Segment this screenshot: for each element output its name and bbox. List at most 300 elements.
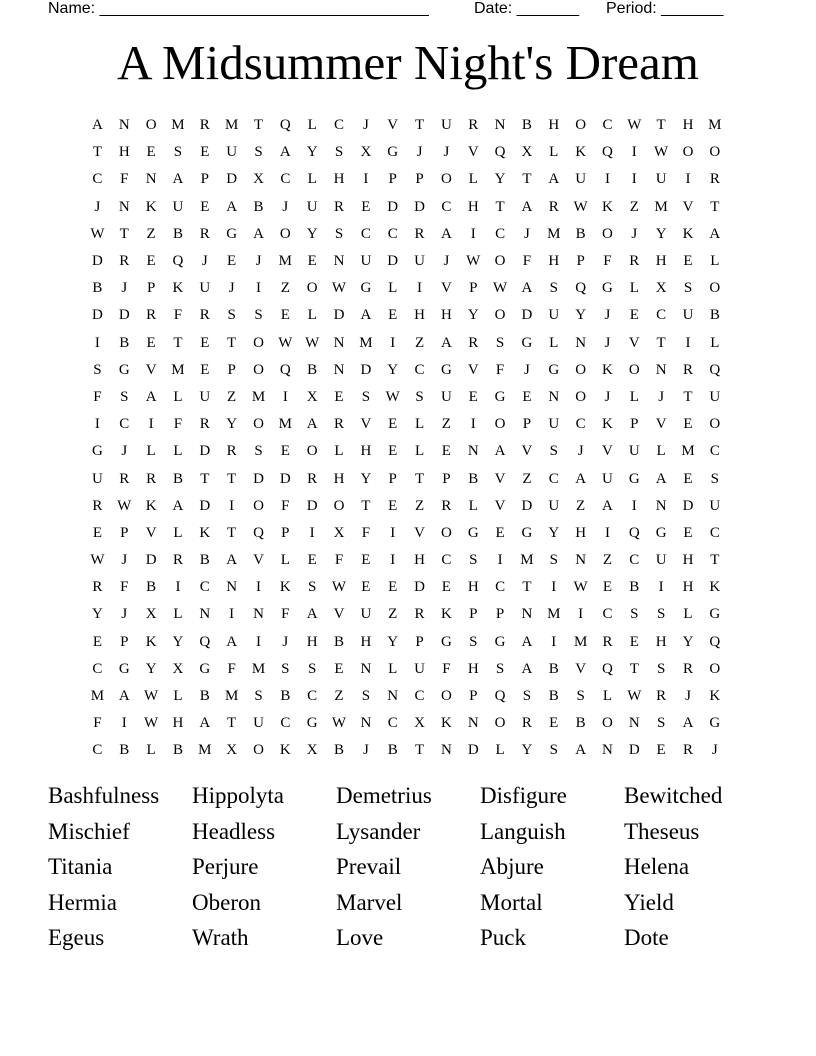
grid-letter[interactable]: D (279, 470, 291, 487)
grid-letter[interactable]: I (229, 497, 235, 514)
grid-letter[interactable]: P (120, 524, 129, 541)
grid-letter[interactable]: C (656, 307, 667, 324)
grid-letter[interactable]: B (172, 225, 183, 242)
grid-letter[interactable]: E (146, 334, 156, 351)
grid-letter[interactable]: D (387, 198, 399, 215)
grid-letter[interactable]: L (414, 443, 425, 460)
grid-letter[interactable]: C (92, 171, 103, 188)
grid-letter[interactable]: E (200, 198, 210, 215)
grid-letter[interactable]: A (172, 171, 184, 188)
grid-letter[interactable]: M (171, 117, 185, 134)
grid-letter[interactable]: E (361, 579, 371, 596)
grid-letter[interactable]: S (281, 660, 290, 677)
grid-letter[interactable]: E (92, 633, 102, 650)
grid-letter[interactable]: U (199, 388, 211, 405)
grid-letter[interactable]: U (253, 715, 264, 732)
grid-letter[interactable]: X (360, 144, 372, 161)
grid-letter[interactable]: B (334, 742, 345, 759)
grid-letter[interactable]: C (280, 171, 291, 188)
grid-letter[interactable]: S (522, 688, 532, 705)
grid-letter[interactable]: U (306, 198, 318, 215)
grid-letter[interactable]: C (709, 524, 720, 541)
grid-letter[interactable]: C (360, 225, 371, 242)
grid-letter[interactable]: E (629, 307, 639, 324)
grid-letter[interactable]: U (440, 388, 452, 405)
grid-letter[interactable]: L (173, 443, 183, 460)
grid-letter[interactable]: N (333, 334, 345, 351)
grid-letter[interactable]: T (629, 660, 639, 677)
grid-letter[interactable]: C (307, 688, 318, 705)
grid-letter[interactable]: Z (280, 280, 290, 297)
grid-letter[interactable]: E (683, 524, 693, 541)
grid-letter[interactable]: J (255, 253, 262, 270)
grid-letter[interactable]: M (251, 388, 266, 405)
grid-letter[interactable]: L (629, 280, 639, 297)
grid-letter[interactable]: N (360, 715, 372, 732)
grid-letter[interactable]: E (280, 307, 290, 324)
grid-letter[interactable]: I (148, 416, 154, 433)
grid-letter[interactable]: N (253, 606, 264, 623)
grid-letter[interactable]: N (118, 117, 130, 134)
grid-letter[interactable]: B (521, 117, 532, 134)
grid-letter[interactable]: S (549, 742, 558, 759)
grid-letter[interactable]: X (253, 171, 264, 188)
grid-letter[interactable]: D (92, 307, 103, 324)
grid-letter[interactable]: H (118, 144, 130, 161)
grid-letter[interactable]: U (548, 307, 560, 324)
grid-letter[interactable]: E (334, 388, 344, 405)
grid-letter[interactable]: B (575, 715, 586, 732)
grid-letter[interactable]: A (306, 606, 318, 623)
grid-letter[interactable]: C (414, 361, 425, 378)
grid-letter[interactable]: W (144, 715, 159, 732)
grid-letter[interactable]: I (255, 579, 261, 596)
grid-letter[interactable]: N (226, 579, 238, 596)
grid-letter[interactable]: Y (360, 470, 372, 487)
grid-letter[interactable]: U (655, 552, 667, 569)
grid-letter[interactable]: K (279, 742, 291, 759)
grid-letter[interactable]: I (390, 552, 396, 569)
grid-letter[interactable]: G (440, 361, 452, 378)
grid-letter[interactable]: S (93, 361, 102, 378)
grid-letter[interactable]: D (521, 497, 533, 514)
grid-letter[interactable]: I (631, 171, 637, 188)
grid-letter[interactable]: T (92, 144, 102, 161)
grid-letter[interactable]: Q (279, 361, 291, 378)
grid-letter[interactable]: A (360, 307, 372, 324)
grid-letter[interactable]: R (682, 742, 693, 759)
grid-letter[interactable]: A (521, 633, 533, 650)
grid-letter[interactable]: B (468, 470, 479, 487)
grid-letter[interactable]: A (226, 633, 238, 650)
grid-letter[interactable]: G (548, 361, 560, 378)
grid-letter[interactable]: C (495, 225, 506, 242)
grid-letter[interactable]: S (254, 443, 263, 460)
grid-letter[interactable]: N (655, 361, 667, 378)
grid-letter[interactable]: H (360, 633, 372, 650)
grid-letter[interactable]: S (630, 606, 639, 623)
grid-letter[interactable]: H (548, 253, 560, 270)
grid-letter[interactable]: L (307, 117, 317, 134)
grid-letter[interactable]: P (388, 470, 397, 487)
grid-letter[interactable]: U (172, 198, 184, 215)
grid-letter[interactable]: X (414, 715, 425, 732)
grid-letter[interactable]: S (334, 225, 344, 242)
grid-letter[interactable]: B (119, 742, 130, 759)
grid-letter[interactable]: J (121, 280, 128, 297)
grid-letter[interactable]: E (522, 388, 532, 405)
grid-letter[interactable]: H (575, 524, 587, 541)
grid-letter[interactable]: B (280, 688, 291, 705)
grid-letter[interactable]: F (495, 361, 505, 378)
grid-letter[interactable]: F (281, 497, 290, 514)
grid-letter[interactable]: R (226, 443, 237, 460)
grid-letter[interactable]: S (576, 688, 585, 705)
grid-letter[interactable]: V (440, 280, 452, 297)
grid-letter[interactable]: C (387, 715, 398, 732)
grid-letter[interactable]: E (441, 443, 451, 460)
grid-letter[interactable]: S (656, 715, 666, 732)
grid-letter[interactable]: G (199, 660, 211, 677)
grid-letter[interactable]: E (307, 253, 317, 270)
grid-letter[interactable]: I (470, 225, 476, 242)
grid-letter[interactable]: N (602, 742, 613, 759)
grid-letter[interactable]: L (629, 388, 639, 405)
grid-letter[interactable]: H (548, 117, 560, 134)
grid-letter[interactable]: D (118, 307, 130, 324)
grid-letter[interactable]: C (575, 416, 586, 433)
grid-letter[interactable]: B (629, 579, 640, 596)
grid-letter[interactable]: Q (709, 361, 721, 378)
grid-letter[interactable]: F (522, 253, 532, 270)
grid-letter[interactable]: S (656, 660, 666, 677)
grid-letter[interactable]: U (575, 171, 587, 188)
grid-letter[interactable]: P (495, 606, 505, 623)
grid-letter[interactable]: L (495, 742, 505, 759)
name-field[interactable]: Name: _____________________________________ (48, 0, 429, 17)
grid-letter[interactable]: R (709, 171, 720, 188)
grid-letter[interactable]: B (307, 361, 318, 378)
grid-letter[interactable]: F (603, 253, 612, 270)
grid-letter[interactable]: R (414, 225, 425, 242)
grid-letter[interactable]: D (467, 742, 479, 759)
grid-letter[interactable]: P (469, 606, 478, 623)
grid-letter[interactable]: I (604, 171, 610, 188)
grid-letter[interactable]: I (658, 579, 664, 596)
grid-letter[interactable]: M (547, 606, 561, 623)
grid-letter[interactable]: U (655, 171, 667, 188)
grid-letter[interactable]: E (388, 497, 398, 514)
grid-letter[interactable]: I (685, 171, 691, 188)
grid-letter[interactable]: H (414, 307, 425, 324)
grid-letter[interactable]: M (224, 117, 239, 134)
grid-letter[interactable]: M (90, 688, 105, 705)
grid-letter[interactable]: W (144, 688, 159, 705)
grid-letter[interactable]: Q (575, 280, 587, 297)
grid-letter[interactable]: F (173, 416, 183, 433)
grid-letter[interactable]: H (172, 715, 184, 732)
grid-letter[interactable]: O (575, 388, 587, 405)
grid-letter[interactable]: H (333, 171, 345, 188)
grid-letter[interactable]: O (253, 416, 264, 433)
grid-letter[interactable]: E (441, 579, 451, 596)
grid-letter[interactable]: Y (306, 144, 318, 161)
grid-letter[interactable]: T (227, 334, 237, 351)
grid-letter[interactable]: M (547, 225, 561, 242)
grid-letter[interactable]: E (683, 253, 693, 270)
grid-letter[interactable]: T (414, 470, 425, 487)
grid-letter[interactable]: J (685, 688, 691, 705)
grid-letter[interactable]: M (171, 361, 185, 378)
grid-letter[interactable]: J (362, 117, 369, 134)
grid-letter[interactable]: G (467, 524, 479, 541)
grid-letter[interactable]: P (576, 253, 585, 270)
grid-letter[interactable]: W (331, 579, 347, 596)
grid-letter[interactable]: F (227, 660, 236, 677)
grid-letter[interactable]: W (90, 552, 105, 569)
grid-letter[interactable]: V (682, 198, 694, 215)
grid-letter[interactable]: F (173, 307, 183, 324)
grid-letter[interactable]: O (709, 660, 721, 677)
grid-letter[interactable]: F (93, 388, 102, 405)
grid-letter[interactable]: J (604, 307, 611, 324)
grid-letter[interactable]: O (306, 280, 318, 297)
grid-letter[interactable]: N (628, 715, 640, 732)
grid-letter[interactable]: S (173, 144, 183, 161)
grid-letter[interactable]: N (467, 715, 479, 732)
grid-letter[interactable]: I (229, 606, 235, 623)
grid-letter[interactable]: S (549, 552, 558, 569)
grid-letter[interactable]: G (440, 633, 452, 650)
grid-letter[interactable]: C (414, 688, 425, 705)
grid-letter[interactable]: G (118, 361, 130, 378)
grid-letter[interactable]: B (146, 579, 157, 596)
grid-letter[interactable]: K (602, 361, 613, 378)
grid-letter[interactable]: Y (387, 633, 399, 650)
grid-letter[interactable]: G (655, 524, 667, 541)
grid-letter[interactable]: B (387, 742, 398, 759)
grid-letter[interactable]: C (119, 416, 130, 433)
grid-letter[interactable]: R (92, 497, 103, 514)
grid-letter[interactable]: Y (145, 660, 157, 677)
grid-letter[interactable]: Y (387, 361, 399, 378)
grid-letter[interactable]: T (227, 470, 237, 487)
grid-letter[interactable]: U (226, 144, 238, 161)
grid-letter[interactable]: O (575, 361, 587, 378)
grid-letter[interactable]: S (254, 307, 263, 324)
grid-letter[interactable]: U (440, 117, 452, 134)
grid-letter[interactable]: J (524, 225, 530, 242)
grid-letter[interactable]: C (495, 579, 506, 596)
grid-letter[interactable]: Z (522, 470, 532, 487)
grid-letter[interactable]: V (628, 334, 640, 351)
grid-letter[interactable]: D (145, 552, 157, 569)
grid-letter[interactable]: T (522, 171, 532, 188)
grid-letter[interactable]: E (200, 361, 210, 378)
grid-letter[interactable]: A (575, 470, 587, 487)
grid-letter[interactable]: D (199, 443, 211, 460)
grid-letter[interactable]: V (655, 416, 667, 433)
grid-letter[interactable]: R (334, 198, 345, 215)
grid-letter[interactable]: Z (441, 416, 451, 433)
grid-letter[interactable]: B (92, 280, 103, 297)
grid-letter[interactable]: J (121, 552, 128, 569)
grid-letter[interactable]: O (602, 225, 613, 242)
grid-letter[interactable]: L (146, 742, 156, 759)
grid-letter[interactable]: R (92, 579, 103, 596)
grid-letter[interactable]: H (655, 253, 667, 270)
grid-letter[interactable]: B (172, 742, 183, 759)
grid-letter[interactable]: T (710, 198, 720, 215)
grid-letter[interactable]: R (629, 253, 640, 270)
grid-letter[interactable]: R (468, 117, 479, 134)
grid-letter[interactable]: R (468, 334, 479, 351)
grid-letter[interactable]: T (683, 388, 693, 405)
grid-letter[interactable]: O (494, 253, 506, 270)
date-field[interactable]: Date: _______ (474, 0, 579, 17)
grid-letter[interactable]: P (281, 524, 290, 541)
grid-letter[interactable]: S (469, 633, 478, 650)
grid-letter[interactable]: C (280, 715, 291, 732)
grid-letter[interactable]: V (467, 361, 479, 378)
grid-letter[interactable]: D (306, 497, 318, 514)
grid-letter[interactable]: I (470, 416, 476, 433)
grid-letter[interactable]: Y (682, 633, 694, 650)
grid-letter[interactable]: M (359, 334, 373, 351)
grid-letter[interactable]: A (306, 416, 318, 433)
grid-letter[interactable]: W (278, 334, 293, 351)
grid-letter[interactable]: M (198, 742, 212, 759)
grid-letter[interactable]: B (199, 552, 210, 569)
grid-letter[interactable]: N (467, 443, 479, 460)
grid-letter[interactable]: L (414, 416, 425, 433)
grid-letter[interactable]: J (604, 388, 611, 405)
grid-letter[interactable]: A (602, 497, 613, 514)
grid-letter[interactable]: C (602, 606, 613, 623)
grid-letter[interactable]: G (387, 144, 399, 161)
grid-letter[interactable]: I (363, 171, 369, 188)
grid-letter[interactable]: G (521, 334, 533, 351)
grid-letter[interactable]: V (145, 361, 157, 378)
grid-letter[interactable]: S (120, 388, 129, 405)
grid-letter[interactable]: N (575, 334, 587, 351)
grid-letter[interactable]: G (226, 225, 238, 242)
grid-letter[interactable]: U (548, 416, 560, 433)
grid-letter[interactable]: V (253, 552, 264, 569)
grid-letter[interactable]: U (92, 470, 103, 487)
grid-letter[interactable]: N (333, 361, 345, 378)
grid-letter[interactable]: S (683, 280, 693, 297)
grid-letter[interactable]: R (414, 606, 425, 623)
grid-letter[interactable]: O (253, 497, 264, 514)
grid-letter[interactable]: H (655, 633, 667, 650)
grid-letter[interactable]: H (306, 633, 318, 650)
grid-letter[interactable]: S (254, 144, 263, 161)
grid-letter[interactable]: D (521, 307, 533, 324)
grid-letter[interactable]: Q (494, 688, 506, 705)
grid-letter[interactable]: E (683, 470, 693, 487)
grid-letter[interactable]: P (522, 416, 532, 433)
grid-letter[interactable]: A (226, 198, 238, 215)
grid-letter[interactable]: E (388, 579, 398, 596)
grid-letter[interactable]: J (201, 253, 208, 270)
grid-letter[interactable]: O (709, 144, 721, 161)
grid-letter[interactable]: Y (226, 416, 238, 433)
grid-letter[interactable]: E (361, 198, 371, 215)
grid-letter[interactable]: O (682, 144, 694, 161)
grid-letter[interactable]: S (549, 280, 558, 297)
grid-letter[interactable]: T (173, 334, 183, 351)
grid-letter[interactable]: I (94, 334, 100, 351)
grid-letter[interactable]: O (253, 334, 264, 351)
grid-letter[interactable]: T (414, 117, 425, 134)
grid-letter[interactable]: B (575, 225, 586, 242)
grid-letter[interactable]: J (121, 606, 128, 623)
grid-letter[interactable]: O (279, 225, 291, 242)
grid-letter[interactable]: L (656, 443, 666, 460)
grid-letter[interactable]: Y (494, 171, 506, 188)
grid-letter[interactable]: P (227, 361, 236, 378)
grid-letter[interactable]: J (282, 198, 289, 215)
grid-letter[interactable]: D (628, 742, 640, 759)
grid-letter[interactable]: M (278, 416, 292, 433)
grid-letter[interactable]: J (282, 633, 289, 650)
grid-letter[interactable]: Q (172, 253, 184, 270)
grid-letter[interactable]: I (390, 524, 396, 541)
grid-letter[interactable]: Q (602, 144, 613, 161)
grid-letter[interactable]: X (655, 280, 667, 297)
grid-letter[interactable]: Z (388, 606, 398, 623)
grid-letter[interactable]: W (627, 117, 642, 134)
grid-letter[interactable]: E (307, 552, 317, 569)
grid-letter[interactable]: U (628, 443, 640, 460)
grid-letter[interactable]: A (548, 171, 560, 188)
grid-letter[interactable]: R (656, 688, 667, 705)
grid-letter[interactable]: A (253, 225, 264, 242)
grid-letter[interactable]: X (306, 388, 318, 405)
grid-letter[interactable]: A (440, 225, 452, 242)
grid-letter[interactable]: P (120, 633, 129, 650)
grid-letter[interactable]: B (709, 307, 720, 324)
grid-letter[interactable]: O (709, 280, 721, 297)
grid-letter[interactable]: V (414, 524, 425, 541)
grid-letter[interactable]: V (575, 660, 587, 677)
grid-letter[interactable]: N (387, 688, 399, 705)
grid-letter[interactable]: H (333, 470, 345, 487)
grid-letter[interactable]: M (520, 552, 534, 569)
grid-letter[interactable]: L (710, 334, 720, 351)
grid-letter[interactable]: T (495, 198, 505, 215)
grid-letter[interactable]: D (387, 253, 399, 270)
grid-letter[interactable]: N (440, 742, 452, 759)
grid-letter[interactable]: N (494, 117, 506, 134)
grid-letter[interactable]: F (120, 171, 129, 188)
grid-letter[interactable]: E (495, 524, 505, 541)
grid-letter[interactable]: O (602, 715, 613, 732)
grid-letter[interactable]: U (548, 497, 560, 514)
grid-letter[interactable]: R (602, 633, 613, 650)
grid-letter[interactable]: C (548, 470, 559, 487)
grid-letter[interactable]: W (331, 715, 347, 732)
grid-letter[interactable]: O (709, 416, 721, 433)
grid-letter[interactable]: Q (199, 633, 211, 650)
grid-letter[interactable]: J (711, 742, 718, 759)
grid-letter[interactable]: A (655, 470, 667, 487)
grid-letter[interactable]: E (334, 660, 344, 677)
grid-letter[interactable]: G (360, 280, 372, 297)
grid-letter[interactable]: G (118, 660, 130, 677)
grid-letter[interactable]: M (708, 117, 722, 134)
